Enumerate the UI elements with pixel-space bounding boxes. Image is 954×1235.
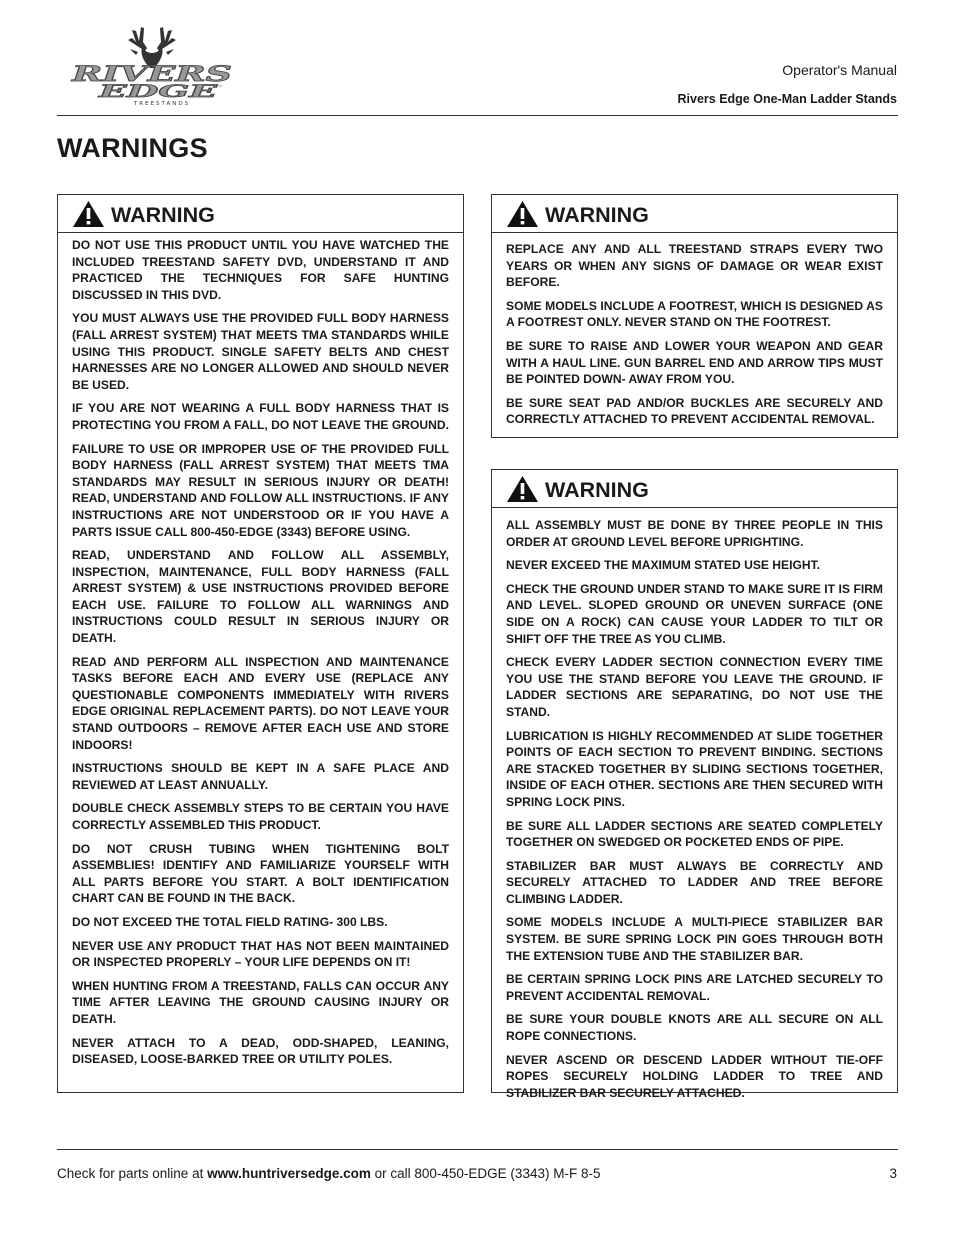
warning-paragraph: BE SURE ALL LADDER SECTIONS ARE SEATED COMPLETELY TOGETHER ON SWEDGED OR POCKETED ENDS OF PIPE.	[506, 818, 883, 850]
warning-paragraph: LUBRICATION IS HIGHLY RECOMMENDED AT SLIDE TOGETHER POINTS OF EACH SECTION TO PREVENT BINDING. SECTIONS ARE STACKED TOGETHER BY SLIDING SECTIONS TOGETHER, INSIDE OF EACH OTHER. SECTIONS ARE THEN SECURED WITH SPRING LOCK PINS.	[506, 728, 883, 809]
logo-line1: RIVERS	[70, 61, 232, 86]
warning-paragraph: READ AND PERFORM ALL INSPECTION AND MAINTENANCE TASKS BEFORE EACH AND EVERY USE (REPLACE ANY QUESTIONABLE COMPONENTS IMMEDIATELY WITH RIVERS EDGE ORIGINAL REPLACEMENT PARTS). DO NOT LEAVE YOUR STAND OUTDOORS – REMOVE AFTER EACH USE AND STORE INDOORS!	[72, 654, 449, 752]
warning-paragraph: SOME MODELS INCLUDE A FOOTREST, WHICH IS DESIGNED AS A FOOTREST ONLY. NEVER STAND ON THE FOOTREST.	[506, 298, 883, 330]
rivers-edge-logo	[66, 18, 238, 106]
warning-paragraph: DO NOT EXCEED THE TOTAL FIELD RATING- 300 LBS.	[72, 914, 388, 929]
header-product-label: Rivers Edge One-Man Ladder Stands	[677, 92, 897, 106]
header-divider	[57, 115, 898, 116]
warning-paragraph: REPLACE ANY AND ALL TREESTAND STRAPS EVERY TWO YEARS OR WHEN ANY SIGNS OF DAMAGE OR WEAR EXIST BEFORE.	[506, 242, 883, 290]
logo-tm: ™	[218, 85, 223, 91]
warning-paragraph: READ, UNDERSTAND AND FOLLOW ALL ASSEMBLY, INSPECTION, MAINTENANCE, FULL BODY HARNESS (FALL ARREST SYSTEM) & USE INSTRUCTIONS PROVIDED BEFORE EACH USE. FAILURE TO FOLLOW ALL WARNINGS AND INSTRUCTIONS COULD RESULT IN SERIOUS INJURY OR DEATH.	[72, 548, 449, 646]
warning-paragraph: BE SURE SEAT PAD AND/OR BUCKLES ARE SECURELY AND CORRECTLY ATTACHED TO PREVENT ACCIDENTAL REMOVAL.	[506, 395, 883, 427]
warning-paragraph: STABILIZER BAR MUST ALWAYS BE CORRECTLY AND SECURELY ATTACHED TO LADDER AND TREE BEFORE CLIMBING LADDER.	[506, 858, 883, 906]
page-title: WARNINGS	[57, 133, 208, 163]
warning-triangle-icon	[506, 475, 539, 503]
warning-paragraph: SOME MODELS INCLUDE A MULTI-PIECE STABILIZER BAR SYSTEM. BE SURE SPRING LOCK PIN GOES THROUGH BOTH THE EXTENSION TUBE AND THE STABILIZER BAR.	[506, 915, 883, 963]
header-manual-label: Operator's Manual	[782, 62, 897, 78]
warning-paragraph: DO NOT USE THIS PRODUCT UNTIL YOU HAVE WATCHED THE INCLUDED TREESTAND SAFETY DVD, UNDERSTAND IT AND PRACTICED THE TECHNIQUES FOR SAFE HUNTING DISCUSSED IN THIS DVD.	[72, 238, 449, 302]
warning-paragraph: IF YOU ARE NOT WEARING A FULL BODY HARNESS THAT IS PROTECTING YOU FROM A FALL, DO NOT LEAVE THE GROUND.	[72, 401, 449, 432]
footer-text-after: or call 800-450-EDGE (3343) M-F 8-5	[370, 1166, 601, 1181]
warning-paragraph: DOUBLE CHECK ASSEMBLY STEPS TO BE CERTAIN YOU HAVE CORRECTLY ASSEMBLED THIS PRODUCT.	[72, 801, 449, 832]
warning-box-header	[492, 470, 897, 508]
warning-box-body	[492, 233, 897, 428]
warning-paragraph: INSTRUCTIONS SHOULD BE KEPT IN A SAFE PLACE AND REVIEWED AT LEAST ANNUALLY.	[72, 761, 449, 792]
warning-title: WARNING	[545, 477, 649, 502]
footer-url-link[interactable]: www.huntriversedge.com	[207, 1166, 371, 1181]
warning-paragraph: CHECK THE GROUND UNDER STAND TO MAKE SURE IT IS FIRM AND LEVEL. SLOPED GROUND OR UNEVEN SURFACE (ONE SIDE ON A ROCK) CAN CAUSE YOUR LADDER TO TILT OR SHIFT OFF THE TREE AS YOU CLIMB.	[506, 581, 883, 646]
warning-box-body	[492, 508, 897, 1101]
warning-box-top-right	[491, 194, 898, 438]
warning-paragraph: CHECK EVERY LADDER SECTION CONNECTION EVERY TIME YOU USE THE STAND BEFORE YOU LEAVE THE GROUND. IF LADDER SECTIONS ARE SEPARATING, DO NOT USE THE STAND.	[506, 655, 883, 719]
page-number: 3	[889, 1166, 897, 1181]
warning-box-header	[492, 195, 897, 233]
warning-paragraph: DO NOT CRUSH TUBING WHEN TIGHTENING BOLT ASSEMBLIES! IDENTIFY AND FAMILIARIZE YOURSELF WITH ALL PARTS BEFORE YOU START. A BOLT IDENTIFICATION CHART CAN BE FOUND IN THE BACK.	[72, 841, 449, 906]
warning-paragraph: NEVER ATTACH TO A DEAD, ODD-SHAPED, LEANING, DISEASED, LOOSE-BARKED TREE OR UTILITY POLES.	[72, 1035, 449, 1067]
warning-paragraph: ALL ASSEMBLY MUST BE DONE BY THREE PEOPLE IN THIS ORDER AT GROUND LEVEL BEFORE UPRIGHTING.	[506, 518, 883, 549]
warning-box-bottom-right	[491, 469, 898, 1100]
warning-triangle-icon	[72, 200, 105, 228]
warning-paragraph: NEVER EXCEED THE MAXIMUM STATED USE HEIGHT.	[506, 558, 821, 573]
logo-tagline: TREESTANDS	[133, 101, 191, 106]
warning-paragraph: NEVER USE ANY PRODUCT THAT HAS NOT BEEN MAINTAINED OR INSPECTED PROPERLY – YOUR LIFE DEPENDS ON IT!	[72, 938, 449, 970]
warning-paragraph: FAILURE TO USE OR IMPROPER USE OF THE PROVIDED FULL BODY HARNESS (FALL ARREST SYSTEM) THAT MEETS TMA STANDARDS MAY RESULT IN SERIOUS INJURY OR DEATH! READ, UNDERSTAND AND FOLLOW ALL INSTRUCTIONS. IF ANY INSTRUCTIONS ARE NOT UNDERSTOOD OR IF YOU HAVE A PARTS ISSUE CALL 800-450-EDGE (3343) BEFORE USING.	[72, 441, 449, 539]
warning-box-body	[58, 233, 463, 1068]
warning-paragraph: BE SURE TO RAISE AND LOWER YOUR WEAPON AND GEAR WITH A HAUL LINE. GUN BARREL END AND ARROW TIPS MUST BE POINTED DOWN- AWAY FROM YOU.	[506, 338, 883, 387]
warning-paragraph: WHEN HUNTING FROM A TREESTAND, FALLS CAN OCCUR ANY TIME AFTER LEAVING THE GROUND CAUSING INJURY OR DEATH.	[72, 978, 449, 1026]
warning-paragraph: BE CERTAIN SPRING LOCK PINS ARE LATCHED SECURELY TO PREVENT ACCIDENTAL REMOVAL.	[506, 972, 883, 1003]
warning-triangle-icon	[506, 200, 539, 228]
warning-paragraph: YOU MUST ALWAYS USE THE PROVIDED FULL BODY HARNESS (FALL ARREST SYSTEM) THAT MEETS TMA STANDARDS WHILE USING THIS PRODUCT. SINGLE SAFETY BELTS AND CHEST HARNESSES ARE NO LONGER ALLOWED AND SHOULD NEVER BE USED.	[72, 311, 449, 392]
warning-title: WARNING	[111, 202, 215, 227]
footer-text	[57, 1166, 600, 1181]
footer-text-before: Check for parts online at	[57, 1166, 208, 1181]
warning-paragraph: BE SURE YOUR DOUBLE KNOTS ARE ALL SECURE ON ALL ROPE CONNECTIONS.	[506, 1012, 883, 1044]
warning-title: WARNING	[545, 202, 649, 227]
warning-paragraph: NEVER ASCEND OR DESCEND LADDER WITHOUT TIE-OFF ROPES SECURELY HOLDING LADDER TO TREE AND STABILIZER BAR SECURELY ATTACHED.	[506, 1052, 883, 1100]
warning-box-header	[58, 195, 463, 233]
logo-line2: EDGE	[96, 82, 220, 102]
warning-box-left	[57, 194, 464, 1093]
footer-divider	[57, 1149, 898, 1150]
